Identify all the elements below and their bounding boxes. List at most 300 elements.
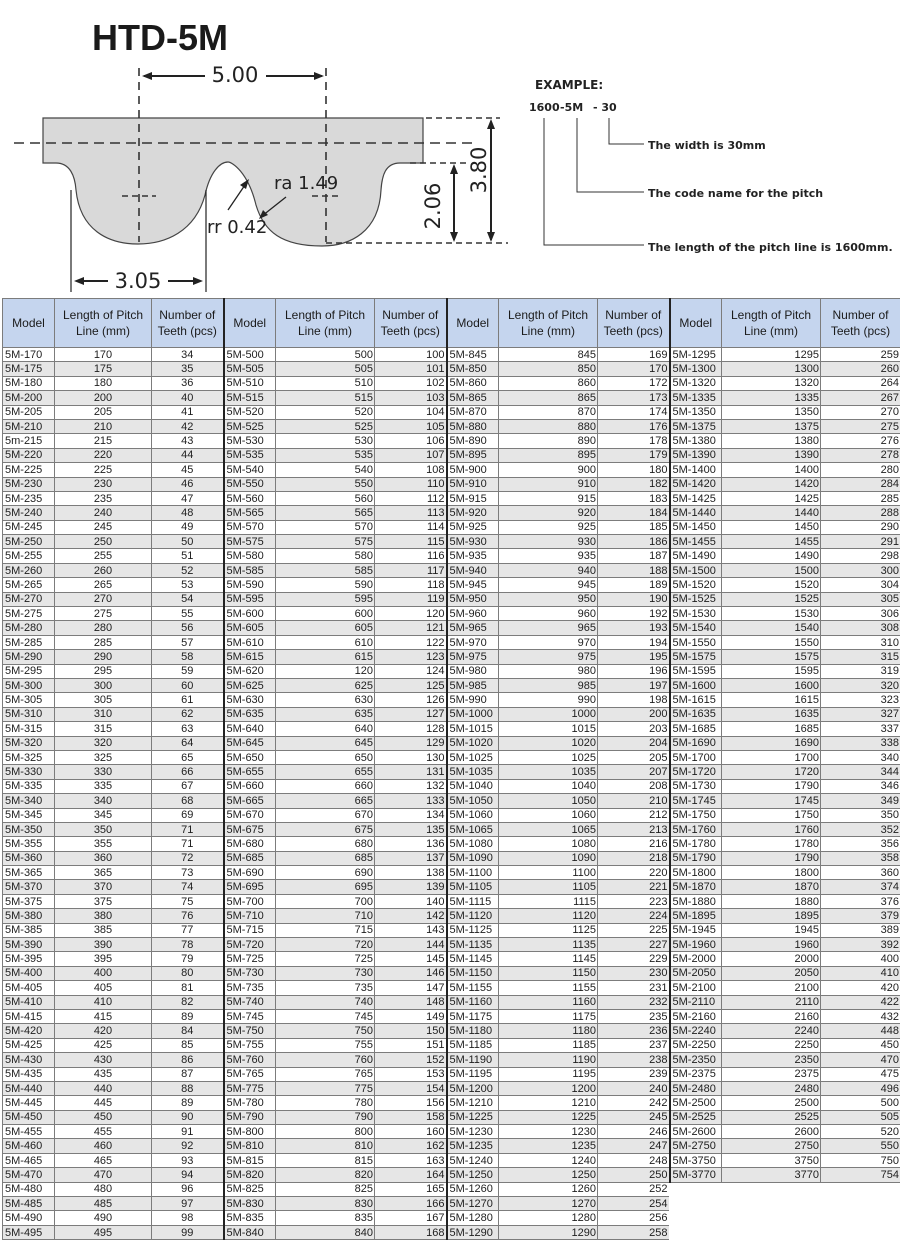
cell-pitch-length: 1575 (722, 650, 821, 664)
cell-model: 5M-435 (3, 1067, 55, 1081)
cell-pitch-length: 2525 (722, 1110, 821, 1124)
cell-pitch-length: 635 (276, 707, 375, 721)
cell-model: 5M-515 (224, 391, 276, 405)
cell-pitch-length: 340 (55, 794, 152, 808)
cell-teeth: 110 (375, 477, 447, 491)
cell-model: 5M-1450 (670, 520, 722, 534)
cell-teeth: 179 (598, 448, 670, 462)
cell-model: 5M-1390 (670, 448, 722, 462)
header-model: Model (3, 299, 55, 348)
cell-pitch-length: 270 (55, 592, 152, 606)
cell-model: 5M-275 (3, 607, 55, 621)
cell-model: 5M-550 (224, 477, 276, 491)
table-row (3, 448, 900, 462)
cell-teeth: 55 (152, 607, 224, 621)
cell-pitch-length: 315 (55, 722, 152, 736)
table-row (3, 736, 900, 750)
table-row (3, 909, 900, 923)
header-length: Length of Pitch Line (mm) (55, 299, 152, 348)
cell-teeth: 192 (598, 607, 670, 621)
cell-pitch-length: 1895 (722, 909, 821, 923)
cell-model: 5M-1250 (447, 1168, 499, 1182)
cell-model: 5M-1295 (670, 348, 722, 362)
cell-teeth: 118 (375, 578, 447, 592)
cell-pitch-length: 1295 (722, 348, 821, 362)
cell-teeth: 140 (375, 894, 447, 908)
cell-model: 5M-1320 (670, 376, 722, 390)
cell-teeth: 166 (375, 1197, 447, 1211)
cell-model: 5M-830 (224, 1197, 276, 1211)
table-row (3, 1067, 900, 1081)
cell-teeth: 389 (821, 923, 900, 937)
cell-model: 5M-225 (3, 463, 55, 477)
cell-model: 5M-780 (224, 1096, 276, 1110)
table-row (3, 1182, 900, 1196)
cell-pitch-length: 1780 (722, 837, 821, 851)
cell-teeth: 236 (598, 1024, 670, 1038)
table-row (3, 578, 900, 592)
cell-model: 5M-1790 (670, 851, 722, 865)
example-note-length: The length of the pitch line is 1600mm. (648, 241, 893, 254)
cell-model: 5M-590 (224, 578, 276, 592)
cell-model: 5M-1160 (447, 995, 499, 1009)
cell-model: 5M-250 (3, 535, 55, 549)
cell-pitch-length: 255 (55, 549, 152, 563)
cell-model: 5M-170 (3, 348, 55, 362)
cell-pitch-length: 425 (55, 1038, 152, 1052)
cell-pitch-length: 370 (55, 880, 152, 894)
cell-pitch-length: 585 (276, 563, 375, 577)
cell-pitch-length: 1135 (499, 938, 598, 952)
cell-pitch-length: 245 (55, 520, 152, 534)
cell-model: 5M-620 (224, 664, 276, 678)
cell-pitch-length: 470 (55, 1168, 152, 1182)
cell-model: 5M-1615 (670, 693, 722, 707)
table-row (3, 650, 900, 664)
cell-pitch-length: 910 (499, 477, 598, 491)
cell-pitch-length: 365 (55, 866, 152, 880)
table-row (3, 1009, 900, 1023)
cell-model: 5M-860 (447, 376, 499, 390)
cell-model: 5M-415 (3, 1009, 55, 1023)
cell-pitch-length: 945 (499, 578, 598, 592)
cell-teeth: 77 (152, 923, 224, 937)
cell-pitch-length: 660 (276, 779, 375, 793)
table-row (3, 1024, 900, 1038)
cell-model: 5M-1400 (670, 463, 722, 477)
cell-model: 5M-930 (447, 535, 499, 549)
table-row (3, 621, 900, 635)
cell-pitch-length: 1150 (499, 966, 598, 980)
cell-model: 5M-1440 (670, 506, 722, 520)
cell-model: 5M-1700 (670, 750, 722, 764)
cell-pitch-length: 260 (55, 563, 152, 577)
cell-teeth: 227 (598, 938, 670, 952)
cell-model: 5M-255 (3, 549, 55, 563)
cell-model: 5M-1080 (447, 837, 499, 851)
cell-teeth: 285 (821, 491, 900, 505)
cell-model: 5M-525 (224, 419, 276, 433)
cell-model: 5M-480 (3, 1182, 55, 1196)
table-row (3, 1139, 900, 1153)
cell-teeth: 187 (598, 549, 670, 563)
cell-pitch-length: 525 (276, 419, 375, 433)
table-row (3, 549, 900, 563)
cell-pitch-length: 1690 (722, 736, 821, 750)
cell-model: 5M-685 (224, 851, 276, 865)
cell-model: 5M-1530 (670, 607, 722, 621)
cell-teeth: 144 (375, 938, 447, 952)
cell-pitch-length: 285 (55, 635, 152, 649)
example-note-pitch: The code name for the pitch (648, 187, 824, 200)
cell-teeth: 376 (821, 894, 900, 908)
cell-teeth: 117 (375, 563, 447, 577)
cell-pitch-length: 1115 (499, 894, 598, 908)
cell-model: 5M-1180 (447, 1024, 499, 1038)
cell-model: 5M-655 (224, 765, 276, 779)
cell-pitch-length: 815 (276, 1153, 375, 1167)
cell-model: 5M-675 (224, 822, 276, 836)
table-row (3, 794, 900, 808)
cell-model: 5M-1150 (447, 966, 499, 980)
cell-model: 5M-2160 (670, 1009, 722, 1023)
cell-model: 5M-1520 (670, 578, 722, 592)
tooth-height-dimension: 2.06 (421, 182, 445, 230)
cell-pitch-length: 900 (499, 463, 598, 477)
cell-teeth: 116 (375, 549, 447, 563)
cell-teeth: 278 (821, 448, 900, 462)
cell-pitch-length: 535 (276, 448, 375, 462)
cell-model: 5M-530 (224, 434, 276, 448)
cell-model: 5M-760 (224, 1053, 276, 1067)
table-row (3, 866, 900, 880)
cell-model: 5M-1105 (447, 880, 499, 894)
table-row (3, 434, 900, 448)
cell-model: 5M-1300 (670, 362, 722, 376)
cell-pitch-length: 715 (276, 923, 375, 937)
cell-teeth: 550 (821, 1139, 900, 1153)
cell-model: 5M-810 (224, 1139, 276, 1153)
cell-model: 5M-485 (3, 1197, 55, 1211)
header-teeth: Number of Teeth (pcs) (375, 299, 447, 348)
cell-model: 5M-1690 (670, 736, 722, 750)
cell-teeth: 410 (821, 966, 900, 980)
cell-model: 5M-605 (224, 621, 276, 635)
cell-teeth: 264 (821, 376, 900, 390)
cell-pitch-length: 565 (276, 506, 375, 520)
cell-pitch-length: 400 (55, 966, 152, 980)
cell-teeth: 143 (375, 923, 447, 937)
cell-model: 5M-1375 (670, 419, 722, 433)
table-row (3, 463, 900, 477)
cell-teeth: 235 (598, 1009, 670, 1023)
cell-teeth: 350 (821, 808, 900, 822)
cell-pitch-length: 405 (55, 981, 152, 995)
cell-teeth (821, 1211, 900, 1225)
cell-pitch-length: 960 (499, 607, 598, 621)
cell-teeth: 310 (821, 635, 900, 649)
cell-pitch-length: 1035 (499, 765, 598, 779)
cell-teeth: 85 (152, 1038, 224, 1052)
cell-teeth: 107 (375, 448, 447, 462)
cell-pitch-length: 440 (55, 1081, 152, 1095)
cell-pitch-length: 1375 (722, 419, 821, 433)
table-row (3, 535, 900, 549)
cell-model: 5M-300 (3, 678, 55, 692)
cell-teeth: 94 (152, 1168, 224, 1182)
cell-pitch-length: 2750 (722, 1139, 821, 1153)
cell-model: 5M-1550 (670, 635, 722, 649)
header-model: Model (447, 299, 499, 348)
cell-pitch-length: 790 (276, 1110, 375, 1124)
cell-pitch-length: 280 (55, 621, 152, 635)
cell-teeth: 62 (152, 707, 224, 721)
cell-teeth: 104 (375, 405, 447, 419)
cell-model: 5M-1235 (447, 1139, 499, 1153)
cell-pitch-length: 250 (55, 535, 152, 549)
cell-model: 5M-285 (3, 635, 55, 649)
cell-pitch-length: 680 (276, 837, 375, 851)
cell-pitch-length: 1790 (722, 779, 821, 793)
cell-teeth: 78 (152, 938, 224, 952)
cell-teeth: 169 (598, 348, 670, 362)
cell-model: 5M-1685 (670, 722, 722, 736)
radius-r-label: rr 0.42 (207, 217, 268, 238)
cell-teeth: 132 (375, 779, 447, 793)
cell-teeth: 156 (375, 1096, 447, 1110)
cell-teeth: 81 (152, 981, 224, 995)
cell-teeth (821, 1197, 900, 1211)
cell-pitch-length: 1080 (499, 837, 598, 851)
cell-teeth: 304 (821, 578, 900, 592)
cell-model: 5M-175 (3, 362, 55, 376)
cell-model: 5M-220 (3, 448, 55, 462)
cell-pitch-length: 1500 (722, 563, 821, 577)
cell-pitch-length: 725 (276, 952, 375, 966)
cell-pitch-length: 965 (499, 621, 598, 635)
cell-pitch-length: 1200 (499, 1081, 598, 1095)
table-row (3, 938, 900, 952)
cell-teeth: 108 (375, 463, 447, 477)
cell-model: 5M-1230 (447, 1125, 499, 1139)
cell-teeth: 79 (152, 952, 224, 966)
table-row (3, 837, 900, 851)
cell-model: 5M-1090 (447, 851, 499, 865)
cell-model: 5M-2350 (670, 1053, 722, 1067)
cell-pitch-length: 450 (55, 1110, 152, 1124)
cell-teeth: 68 (152, 794, 224, 808)
cell-teeth: 146 (375, 966, 447, 980)
cell-pitch-length: 835 (276, 1211, 375, 1225)
cell-pitch-length: 215 (55, 434, 152, 448)
cell-model: 5M-715 (224, 923, 276, 937)
cell-teeth: 49 (152, 520, 224, 534)
cell-model (670, 1197, 722, 1211)
cell-pitch-length: 205 (55, 405, 152, 419)
cell-teeth: 344 (821, 765, 900, 779)
cell-teeth: 184 (598, 506, 670, 520)
cell-pitch-length: 495 (55, 1225, 152, 1239)
table-row (3, 348, 900, 362)
cell-pitch-length: 120 (276, 664, 375, 678)
cell-model: 5M-725 (224, 952, 276, 966)
cell-model: 5M-1800 (670, 866, 722, 880)
cell-pitch-length: 2500 (722, 1096, 821, 1110)
cell-teeth: 194 (598, 635, 670, 649)
cell-teeth: 80 (152, 966, 224, 980)
cell-pitch-length: 1180 (499, 1024, 598, 1038)
cell-pitch-length: 595 (276, 592, 375, 606)
cell-model: 5M-985 (447, 678, 499, 692)
cell-teeth: 176 (598, 419, 670, 433)
cell-model: 5M-890 (447, 434, 499, 448)
cell-teeth: 230 (598, 966, 670, 980)
cell-teeth: 190 (598, 592, 670, 606)
table-row (3, 1110, 900, 1124)
cell-model: 5M-1720 (670, 765, 722, 779)
cell-pitch-length: 860 (499, 376, 598, 390)
example-code-width: - 30 (593, 101, 617, 114)
radius-a-label: ra 1.49 (274, 173, 339, 194)
cell-teeth: 252 (598, 1182, 670, 1196)
cell-pitch-length: 1175 (499, 1009, 598, 1023)
cell-pitch-length: 690 (276, 866, 375, 880)
cell-model: 5M-610 (224, 635, 276, 649)
cell-model: 5M-945 (447, 578, 499, 592)
cell-model: 5M-1420 (670, 477, 722, 491)
table-row (3, 563, 900, 577)
cell-teeth: 125 (375, 678, 447, 692)
cell-pitch-length: 605 (276, 621, 375, 635)
cell-teeth: 35 (152, 362, 224, 376)
cell-teeth: 154 (375, 1081, 447, 1095)
cell-pitch-length: 1400 (722, 463, 821, 477)
cell-model: 5M-2110 (670, 995, 722, 1009)
cell-pitch-length: 2110 (722, 995, 821, 1009)
cell-teeth: 47 (152, 491, 224, 505)
cell-pitch-length: 1440 (722, 506, 821, 520)
cell-pitch-length: 1100 (499, 866, 598, 880)
cell-model: 5M-960 (447, 607, 499, 621)
cell-teeth: 151 (375, 1038, 447, 1052)
cell-teeth: 349 (821, 794, 900, 808)
cell-model: 5M-1290 (447, 1225, 499, 1239)
cell-pitch-length: 505 (276, 362, 375, 376)
cell-model: 5M-2600 (670, 1125, 722, 1139)
cell-model: 5M-1175 (447, 1009, 499, 1023)
table-row (3, 592, 900, 606)
cell-teeth: 113 (375, 506, 447, 520)
cell-pitch-length: 2480 (722, 1081, 821, 1095)
cell-teeth: 308 (821, 621, 900, 635)
cell-teeth: 238 (598, 1053, 670, 1067)
cell-pitch-length: 1880 (722, 894, 821, 908)
cell-pitch-length: 1240 (499, 1153, 598, 1167)
cell-teeth: 212 (598, 808, 670, 822)
cell-teeth: 198 (598, 693, 670, 707)
cell-pitch-length: 385 (55, 923, 152, 937)
cell-teeth: 245 (598, 1110, 670, 1124)
cell-model: 5M-695 (224, 880, 276, 894)
table-row (3, 750, 900, 764)
table-row (3, 894, 900, 908)
cell-teeth: 182 (598, 477, 670, 491)
cell-model: 5M-2750 (670, 1139, 722, 1153)
cell-model: 5M-735 (224, 981, 276, 995)
cell-pitch-length: 1155 (499, 981, 598, 995)
cell-pitch-length: 735 (276, 981, 375, 995)
cell-pitch-length: 1350 (722, 405, 821, 419)
cell-teeth: 337 (821, 722, 900, 736)
cell-model: 5M-1280 (447, 1211, 499, 1225)
cell-teeth: 129 (375, 736, 447, 750)
table-row (3, 635, 900, 649)
cell-model: 5M-820 (224, 1168, 276, 1182)
cell-teeth: 51 (152, 549, 224, 563)
cell-pitch-length: 1600 (722, 678, 821, 692)
cell-teeth: 115 (375, 535, 447, 549)
cell-model: 5M-925 (447, 520, 499, 534)
cell-teeth: 158 (375, 1110, 447, 1124)
cell-teeth: 120 (375, 607, 447, 621)
cell-model: 5M-340 (3, 794, 55, 808)
cell-teeth: 420 (821, 981, 900, 995)
cell-teeth: 153 (375, 1067, 447, 1081)
cell-model: 5M-205 (3, 405, 55, 419)
pitch-dimension: 5.00 (211, 63, 259, 87)
cell-model: 5M-1060 (447, 808, 499, 822)
cell-model: 5M-295 (3, 664, 55, 678)
cell-teeth: 290 (821, 520, 900, 534)
cell-pitch-length: 920 (499, 506, 598, 520)
cell-teeth: 97 (152, 1197, 224, 1211)
cell-teeth: 221 (598, 880, 670, 894)
table-row (3, 491, 900, 505)
cell-teeth: 127 (375, 707, 447, 721)
cell-teeth: 250 (598, 1168, 670, 1182)
cell-teeth: 72 (152, 851, 224, 865)
cell-teeth (821, 1182, 900, 1196)
cell-model: 5M-1115 (447, 894, 499, 908)
table-row (3, 520, 900, 534)
cell-model: 5M-425 (3, 1038, 55, 1052)
cell-teeth: 237 (598, 1038, 670, 1052)
cell-pitch-length: 1230 (499, 1125, 598, 1139)
cell-pitch-length: 325 (55, 750, 152, 764)
cell-model: 5M-650 (224, 750, 276, 764)
cell-model: 5M-280 (3, 621, 55, 635)
table-row (3, 722, 900, 736)
cell-teeth: 173 (598, 391, 670, 405)
cell-teeth: 232 (598, 995, 670, 1009)
cell-model: 5M-980 (447, 664, 499, 678)
table-row (3, 664, 900, 678)
table-row (3, 1225, 900, 1239)
table-row (3, 1153, 900, 1167)
cell-model: 5M-440 (3, 1081, 55, 1095)
cell-pitch-length: 665 (276, 794, 375, 808)
cell-model: 5M-850 (447, 362, 499, 376)
table-row (3, 376, 900, 390)
cell-model: 5M-670 (224, 808, 276, 822)
cell-model: 5M-845 (447, 348, 499, 362)
cell-teeth: 137 (375, 851, 447, 865)
cell-pitch-length: 1530 (722, 607, 821, 621)
cell-pitch-length: 1455 (722, 535, 821, 549)
cell-pitch-length: 1160 (499, 995, 598, 1009)
cell-teeth: 93 (152, 1153, 224, 1167)
cell-model: 5M-600 (224, 607, 276, 621)
